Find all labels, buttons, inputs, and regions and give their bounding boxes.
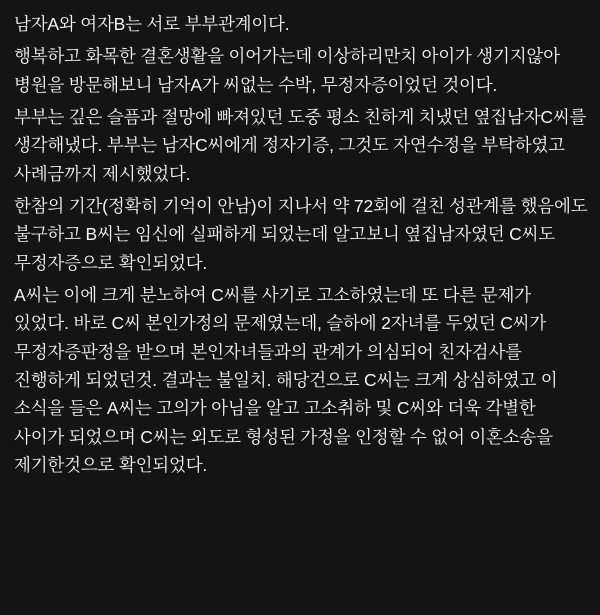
paragraph-5: A씨는 이에 크게 분노하여 C씨를 사기로 고소하였는데 또 다른 문제가 있었다. 바로 C씨 본인가정의 문제였는데, 슬하에 2자녀를 두었던 C씨가 무정자증판정을 받으며 본인자녀들과의 관계가 의심되어 친자검사를 진행하게 되었던것. 결과는 불일치. 해당건으로 C씨는 크게 상심하였고 이 소식을 들은 A씨는 고의가 아님을 알고 고소취하 및 C씨와 더욱 각별한 사이가 되었으며 C씨는 외도로 형성된 가정을 인정할 수 없어 이혼소송을 제기한것으로 확인되었다.: [14, 285, 563, 476]
paragraph-1: 남자A와 여자B는 서로 부부관계이다.: [14, 14, 290, 34]
paragraph-2: 행복하고 화목한 결혼생활을 이어가는데 이상하리만치 아이가 생기지않아 병원을 방문해보니 남자A가 씨없는 수박, 무정자증이었던 것이다.: [14, 46, 565, 95]
paragraph-3: 부부는 깊은 슬픔과 절망에 빠져있던 도중 평소 친하게 치냈던 옆집남자C씨를 생각해냈다. 부부는 남자C씨에게 정자기증, 그것도 자연수정을 부탁하였고 사례금까지 제시했었다.: [14, 107, 591, 184]
paragraph-4: 한참의 기간(정확히 기억이 안남)이 지나서 약 72회에 걸친 성관계를 했음에도 불구하고 B씨는 임신에 실패하게 되었는데 알고보니 옆집남자였던 C씨도 무정자증으로 확인되었다.: [14, 196, 593, 273]
